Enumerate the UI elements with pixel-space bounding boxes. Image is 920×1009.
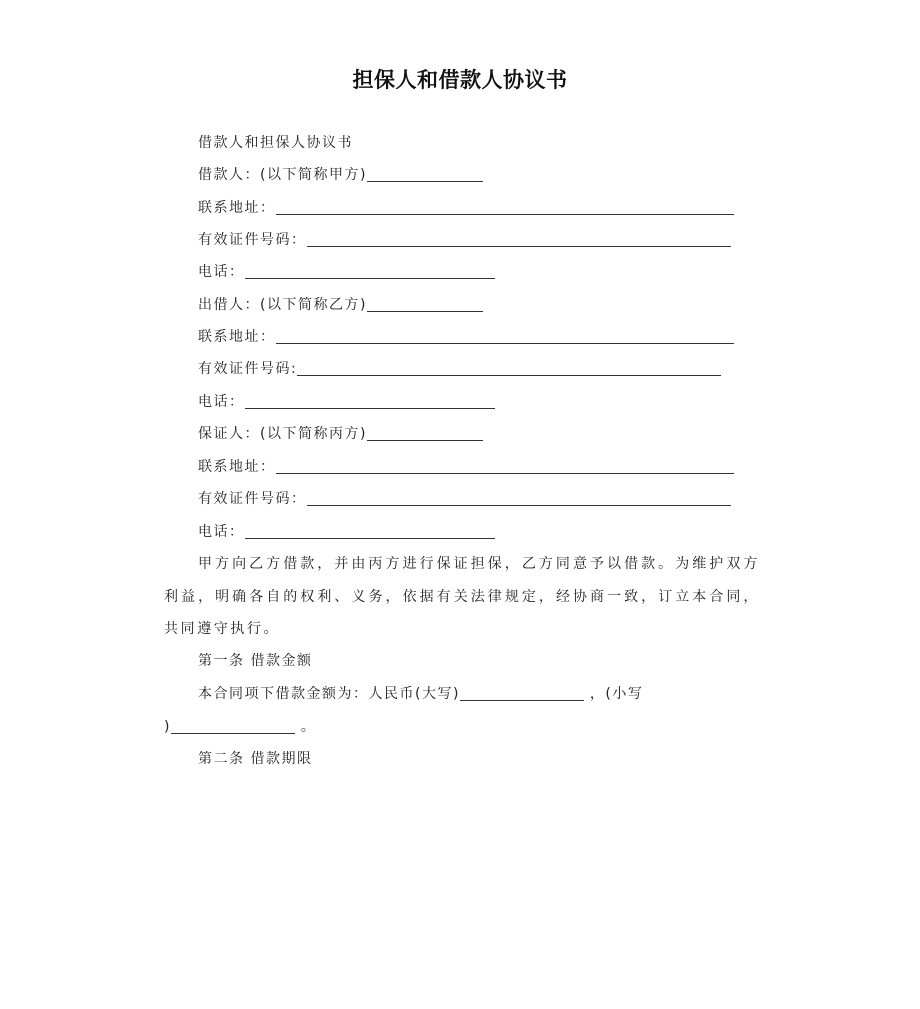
lender-id-line bbox=[198, 353, 721, 385]
guarantor-id-line bbox=[198, 483, 731, 515]
guarantor-phone-blank bbox=[245, 516, 495, 539]
borrower-id-blank bbox=[307, 224, 731, 247]
amount-line2-prefix: ) bbox=[164, 718, 171, 735]
lender-id-blank bbox=[297, 353, 721, 376]
borrower-name-blank bbox=[367, 159, 483, 182]
guarantor-label: 保证人：(以下简称丙方) bbox=[198, 426, 367, 442]
document-subtitle bbox=[198, 127, 353, 159]
borrower-id-line bbox=[198, 224, 731, 256]
guarantor-address-line bbox=[198, 451, 734, 483]
lender-id-label: 有效证件号码: bbox=[198, 361, 298, 377]
article1-heading-line bbox=[198, 645, 312, 677]
article2-heading: 第二条 借款期限 bbox=[198, 751, 313, 767]
article2-heading-line bbox=[198, 743, 312, 775]
borrower-address-line bbox=[198, 192, 734, 224]
intro-paragraph: 甲方向乙方借款，并由丙方进行保证担保，乙方同意予以借款。为维护双方利益，明确各自的权利、义务，依据有关法律规定，经协商一致，订立本合同，共同遵守执行。 bbox=[164, 556, 760, 637]
amount-suffix: 。 bbox=[294, 718, 317, 735]
amount-lowercase-blank bbox=[171, 711, 295, 734]
amount-middle: ，(小写 bbox=[583, 686, 644, 702]
guarantor-name-blank bbox=[367, 418, 483, 441]
borrower-id-label: 有效证件号码： bbox=[198, 232, 307, 248]
borrower-address-label: 联系地址： bbox=[198, 200, 276, 216]
guarantor-phone-line bbox=[198, 516, 495, 548]
lender-label: 出借人：(以下简称乙方) bbox=[198, 297, 367, 313]
lender-address-label: 联系地址： bbox=[198, 329, 276, 345]
lender-phone-label: 电话： bbox=[198, 394, 245, 410]
borrower-address-blank bbox=[276, 192, 734, 215]
borrower-phone-label: 电话： bbox=[198, 264, 245, 280]
lender-phone-blank bbox=[245, 386, 495, 409]
amount-prefix: 本合同项下借款金额为：人民币(大写) bbox=[198, 686, 460, 702]
lender-line bbox=[198, 289, 483, 321]
guarantor-address-blank bbox=[276, 451, 734, 474]
borrower-line bbox=[198, 159, 483, 191]
lender-address-blank bbox=[276, 321, 734, 344]
guarantor-line bbox=[198, 418, 483, 450]
borrower-label: 借款人：(以下简称甲方) bbox=[198, 167, 367, 183]
borrower-phone-line bbox=[198, 256, 495, 288]
lender-name-blank bbox=[367, 289, 483, 312]
borrower-phone-blank bbox=[245, 256, 495, 279]
amount-uppercase-blank bbox=[460, 678, 584, 701]
guarantor-address-label: 联系地址： bbox=[198, 459, 276, 475]
document-title: 担保人和借款人协议书 bbox=[352, 68, 568, 92]
guarantor-phone-label: 电话： bbox=[198, 524, 245, 540]
guarantor-id-blank bbox=[307, 483, 731, 506]
article1-amount bbox=[164, 678, 760, 743]
lender-phone-line bbox=[198, 386, 495, 418]
guarantor-id-label: 有效证件号码： bbox=[198, 491, 307, 507]
article1-heading: 第一条 借款金额 bbox=[198, 653, 313, 669]
subtitle-text: 借款人和担保人协议书 bbox=[198, 135, 353, 151]
lender-address-line bbox=[198, 321, 734, 353]
